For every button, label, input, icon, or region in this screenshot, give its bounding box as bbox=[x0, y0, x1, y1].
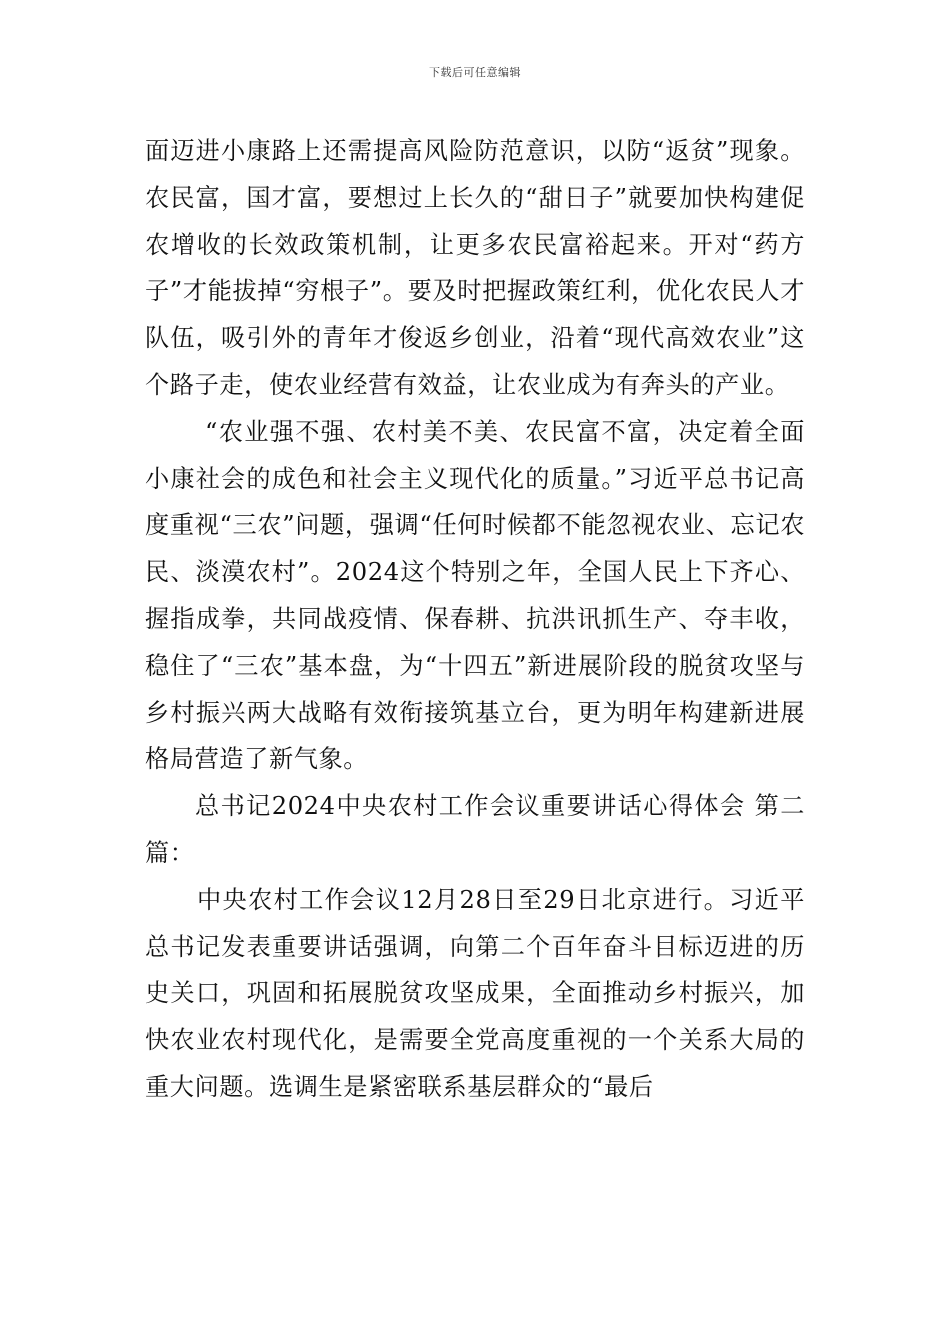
section-title-paragraph: 总书记2024中央农村工作会议重要讲话心得体会 第二篇： bbox=[145, 792, 805, 867]
paragraph-3: 中央农村工作会议12月28日至29日北京进行。习近平总书记发表重要讲话强调，向第二个百年奋斗目标迈进的历史关口，巩固和拓展脱贫攻坚成果，全面推动乡村振兴，加快农业农村现代化，是需要全党高度重视的一个关系大局的重大问题。选调生是紧密联系基层群众的“最后 bbox=[145, 885, 805, 1101]
paragraph-1: 面迈进小康路上还需提高风险防范意识，以防“返贫”现象。农民富，国才富，要想过上长久的“甜日子”就要加快构建促农增收的长效政策机制，让更多农民富裕起来。开对“药方子”才能拔掉“穷根子”。要及时把握政策红利，优化农民人才队伍，吸引外的青年才俊返乡创业，沿着“现代高效农业”这个路子走，使农业经营有效益，让农业成为有奔头的产业。 bbox=[145, 137, 805, 399]
paragraph-2: “农业强不强、农村美不美、农民富不富，决定着全面小康社会的成色和社会主义现代化的质量。”习近平总书记高度重视“三农”问题，强调“任何时候都不能忽视农业、忘记农民、淡漠农村”。2024这个特别之年，全国人民上下齐心、握指成拳，共同战疫情、保春耕、抗洪讯抓生产、夺丰收，稳住了“三农”基本盘，为“十四五”新进展阶段的脱贫攻坚与乡村振兴两大战略有效衔接筑基立台，更为明年构建新进展格局营造了新气象。 bbox=[145, 417, 805, 774]
page-header-note: 下载后可任意编辑 bbox=[429, 66, 521, 79]
document-body bbox=[145, 128, 805, 1111]
